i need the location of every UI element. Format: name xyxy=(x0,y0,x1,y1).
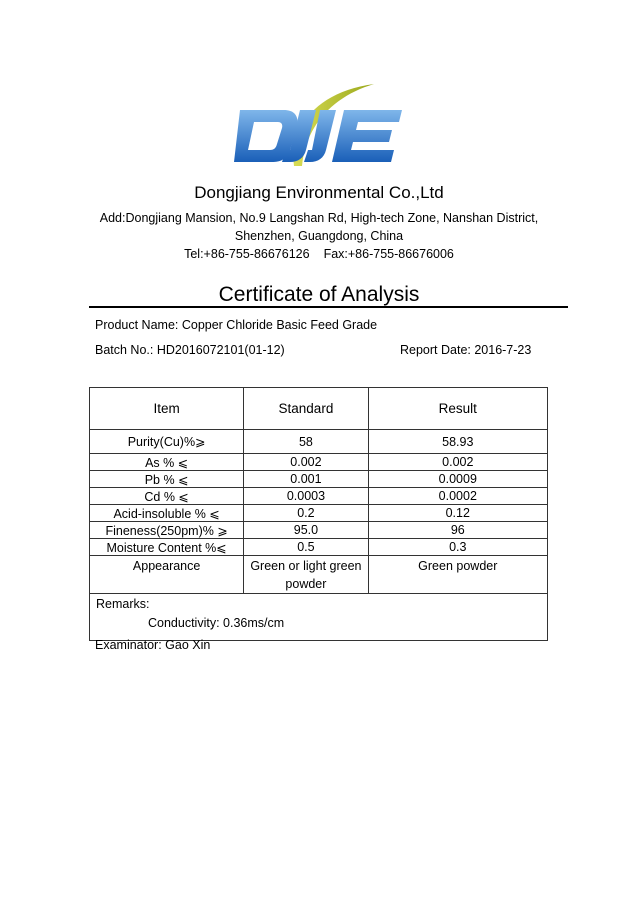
row-result: Green powder xyxy=(368,556,547,594)
row-standard: 0.2 xyxy=(244,505,368,522)
row-result: 96 xyxy=(368,522,547,539)
row-result: 0.0002 xyxy=(368,488,547,505)
table-row xyxy=(90,471,548,488)
company-name: Dongjiang Environmental Co.,Ltd xyxy=(194,183,444,202)
company-fax: Fax:+86-755-86676006 xyxy=(323,247,454,261)
row-standard: 0.0003 xyxy=(244,488,368,505)
row-result: 0.0009 xyxy=(368,471,547,488)
table-header-row xyxy=(90,388,548,430)
row-result: 0.002 xyxy=(368,454,547,471)
company-logo xyxy=(234,80,406,176)
header-standard: Standard xyxy=(244,388,368,430)
table-row xyxy=(90,556,548,594)
row-item: As % ⩽ xyxy=(90,454,244,471)
analysis-table xyxy=(89,387,548,641)
remarks-row xyxy=(90,594,548,641)
header-result: Result xyxy=(368,388,547,430)
row-item: Cd % ⩽ xyxy=(90,488,244,505)
certificate-title: Certificate of Analysis xyxy=(218,283,420,306)
row-standard: 0.5 xyxy=(244,539,368,556)
row-item: Appearance xyxy=(90,556,244,594)
row-standard: 95.0 xyxy=(244,522,368,539)
product-name: Product Name: Copper Chloride Basic Feed Grade xyxy=(95,318,378,332)
table-row xyxy=(90,488,548,505)
row-result: 58.93 xyxy=(368,430,547,454)
company-tel: Tel:+86-755-86676126 xyxy=(184,247,310,261)
batch-number: Batch No.: HD2016072101(01-12) xyxy=(95,343,285,357)
row-item: Pb % ⩽ xyxy=(90,471,244,488)
row-item: Fineness(250pm)% ⩾ xyxy=(90,522,244,539)
company-address-line2: Shenzhen, Guangdong, China xyxy=(234,229,404,243)
row-item: Acid-insoluble % ⩽ xyxy=(90,505,244,522)
table-row xyxy=(90,522,548,539)
header-item: Item xyxy=(90,388,244,430)
table-row xyxy=(90,505,548,522)
row-standard: 0.001 xyxy=(244,471,368,488)
remarks-label: Remarks: xyxy=(96,597,150,611)
company-address-line1: Add:Dongjiang Mansion, No.9 Langshan Rd, High-tech Zone, Nanshan District, xyxy=(99,211,539,225)
examiner: Examinator: Gao Xin xyxy=(95,638,211,652)
table-row xyxy=(90,539,548,556)
remarks-cell xyxy=(90,594,548,641)
company-contact xyxy=(0,247,638,261)
row-item: Purity(Cu)%⩾ xyxy=(90,430,244,454)
row-standard: 58 xyxy=(244,430,368,454)
table-row xyxy=(90,430,548,454)
remarks-text: Conductivity: 0.36ms/cm xyxy=(148,616,285,630)
table-row xyxy=(90,454,548,471)
dje-logo-icon xyxy=(234,80,406,176)
row-result: 0.12 xyxy=(368,505,547,522)
row-result: 0.3 xyxy=(368,539,547,556)
title-divider xyxy=(89,306,568,308)
row-standard: 0.002 xyxy=(244,454,368,471)
report-date: Report Date: 2016-7-23 xyxy=(400,343,532,357)
row-standard: Green or light green powder xyxy=(244,556,368,594)
row-item: Moisture Content %⩽ xyxy=(90,539,244,556)
